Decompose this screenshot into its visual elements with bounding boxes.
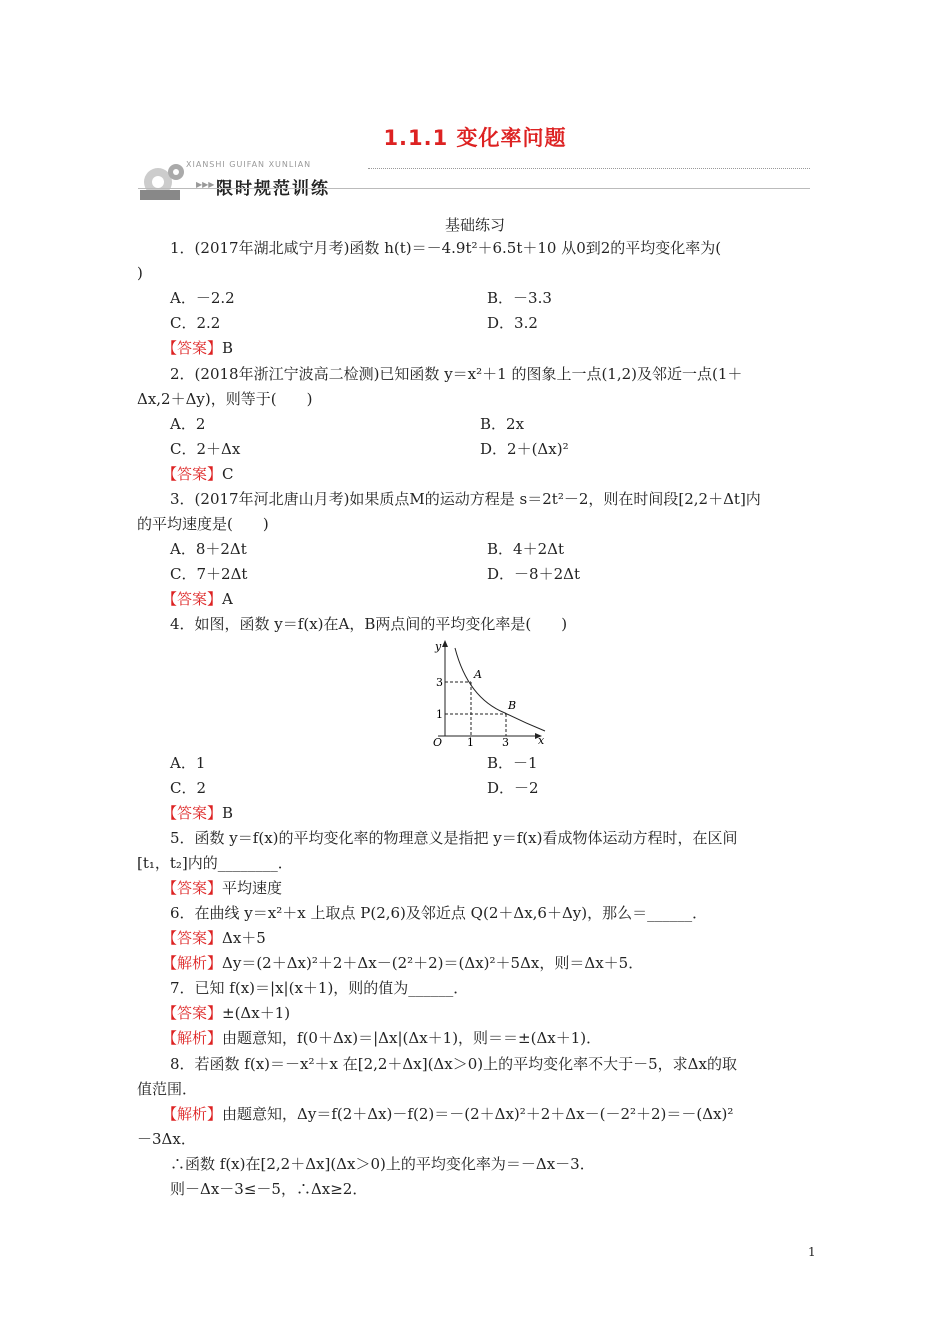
question-3-cont: 的平均速度是( ) [137,515,269,533]
answer-5 [162,877,282,899]
function-graph [410,636,550,748]
option-b: B．－1 [487,754,538,772]
question-5: 5．函数 y＝f(x)的平均变化率的物理意义是指把 y＝f(x)看成物体运动方程时，在区间 [170,829,738,847]
y-axis-label: y [435,640,442,653]
option-d: D．－2 [487,779,539,797]
answer-tag: 【答案】 [162,465,223,483]
option-a: A．－2.2 [170,289,235,307]
analysis-8-line-2: ∴函数 f(x)在[2,2＋Δx](Δx＞0)上的平均变化率为＝－Δx－3． [170,1155,595,1173]
answer-value: C [222,465,234,483]
curve [455,648,545,731]
question-8: 8．若函数 f(x)＝－x²＋x 在[2,2＋Δx](Δx＞0)上的平均变化率不大于－5，求Δx的取 [170,1055,737,1073]
banner-label: 限时规范训练 [216,179,330,199]
answer-tag: 【答案】 [162,804,223,822]
question-6: 6．在曲线 y＝x²＋x 上取点 P(2,6)及邻近点 Q(2＋Δx,6＋Δy)，那么＝______． [170,904,708,922]
question-1: 1．(2017年湖北咸宁月考)函数 h(t)＝－4.9t²＋6.5t＋10 从0到2的平均变化率为( [170,239,722,257]
page-number: 1 [808,1245,816,1259]
question-5-cont: [t₁，t₂]内的________． [137,854,293,872]
answer-value: B [222,804,234,822]
analysis-7 [162,1027,601,1049]
analysis-8 [162,1103,733,1125]
option-c: C．2＋Δx [170,440,241,458]
question-4: 4．如图，函数 y＝f(x)在A，B两点间的平均变化率是( ) [170,615,568,633]
analysis-text: 由题意知，f(0＋Δx)＝|Δx|(Δx＋1)，则＝＝±(Δx＋1)． [222,1029,602,1047]
question-2: 2．(2018年浙江宁波高二检测)已知函数 y＝x²＋1 的图象上一点(1,2)及邻近一点(1＋ [170,365,743,383]
option-d: D．2＋(Δx)² [480,440,569,458]
y-tick-label: 3 [436,676,443,689]
analysis-text: 由题意知，Δy＝f(2＋Δx)－f(2)＝－(2＋Δx)²＋2＋Δx－(－2²＋2)＝－(Δx)² [222,1105,734,1123]
answer-2 [162,463,234,485]
option-b: B．4＋2Δt [487,540,564,558]
answer-value: ±(Δx＋1) [222,1004,291,1022]
question-8-cont: 值范围． [137,1080,198,1098]
page-title: 1.1.1 变化率问题 [383,126,567,150]
analysis-tag: 【解析】 [162,954,223,972]
x-tick-label: 3 [502,736,509,748]
analysis-text: Δy＝(2＋Δx)²＋2＋Δx－(2²＋2)＝(Δx)²＋5Δx，则＝Δx＋5． [222,954,644,972]
banner-dotted-rule [368,168,810,169]
question-1-cont: ) [137,264,143,282]
answer-1 [162,337,233,359]
arrow-icon: ▶▶▶ [196,180,215,189]
point-b-label: B [508,699,517,712]
question-7: 7．已知 f(x)＝|x|(x＋1)，则的值为______． [170,979,469,997]
answer-4 [162,802,233,824]
banner-pinyin: XIANSHI GUIFAN XUNLIAN [186,160,312,169]
section-heading: 基础练习 [444,216,505,234]
section-banner [138,158,810,206]
answer-tag: 【答案】 [162,590,223,608]
y-axis-arrow [442,640,448,647]
answer-tag: 【答案】 [162,929,223,947]
analysis-8-line-3: 则－Δx－3≤－5，∴Δx≥2． [170,1180,368,1198]
analysis-tag: 【解析】 [162,1105,223,1123]
analysis-8-cont: －3Δx． [137,1130,196,1148]
question-2-cont: Δx,2＋Δy)，则等于( ) [137,390,313,408]
option-a: A．1 [170,754,206,772]
answer-tag: 【答案】 [162,339,223,357]
option-a: A．2 [170,415,206,433]
answer-7 [162,1002,290,1024]
y-tick-label: 1 [436,708,443,721]
option-a: A．8＋2Δt [170,540,247,558]
option-d: D．3.2 [487,314,538,332]
banner-rule [138,188,810,189]
answer-value: 平均速度 [222,879,283,897]
question-3: 3．(2017年河北唐山月考)如果质点M的运动方程是 s＝2t²－2，则在时间段[2,2＋Δt]内 [170,490,761,508]
analysis-6 [162,952,643,974]
x-tick-label: 1 [467,736,474,748]
answer-value: A [222,590,233,608]
option-c: C．2 [170,779,207,797]
option-d: D．－8＋2Δt [487,565,580,583]
x-axis-label: x [538,734,545,747]
origin-label: O [433,736,443,748]
gear-logo-icon [138,158,190,204]
answer-value: Δx＋5 [222,929,266,947]
option-b: B．2x [480,415,525,433]
point-a-label: A [474,668,482,681]
answer-3 [162,588,233,610]
answer-tag: 【答案】 [162,1004,223,1022]
answer-value: B [222,339,234,357]
option-b: B．－3.3 [487,289,552,307]
option-c: C．2.2 [170,314,221,332]
analysis-tag: 【解析】 [162,1029,223,1047]
answer-tag: 【答案】 [162,879,223,897]
option-c: C．7＋2Δt [170,565,248,583]
answer-6 [162,927,266,949]
